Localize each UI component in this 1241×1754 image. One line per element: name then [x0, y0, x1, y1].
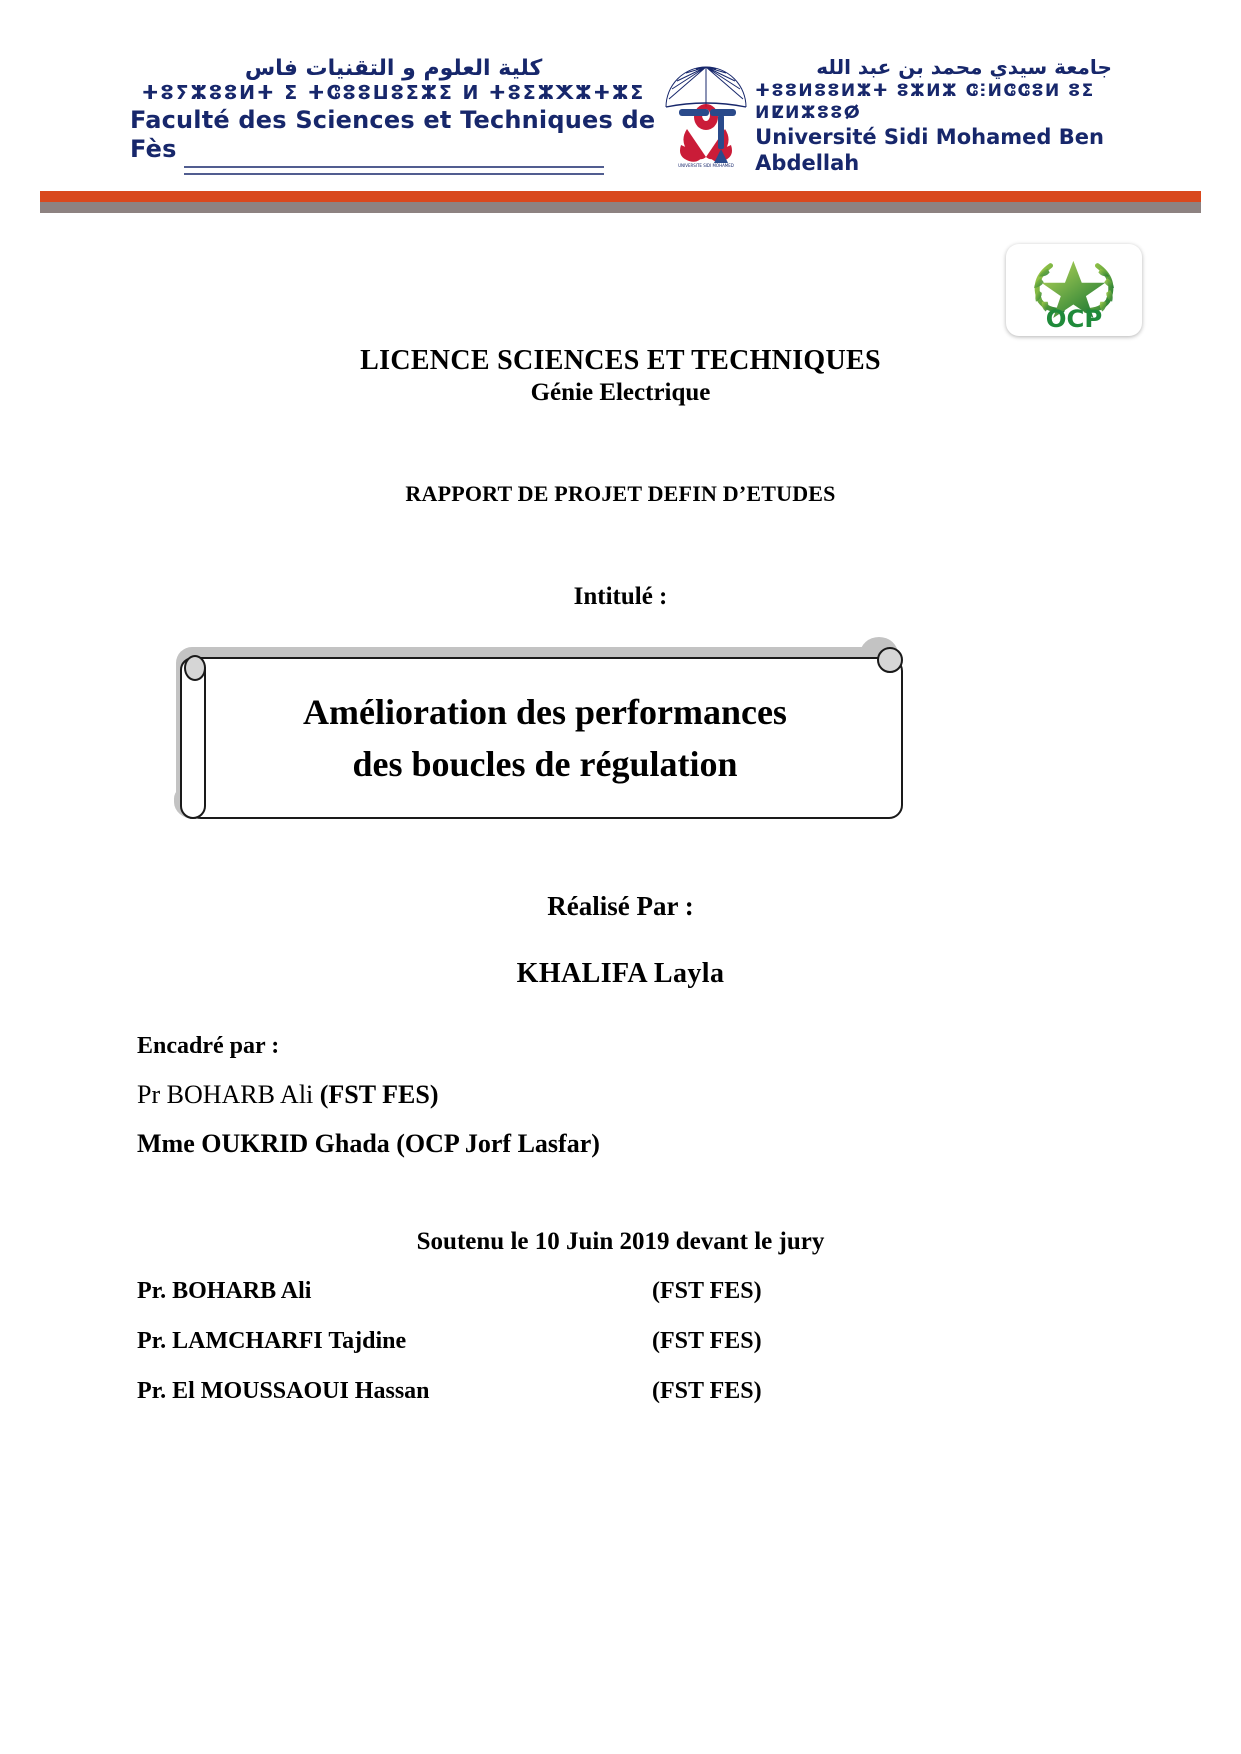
title-label: Intitulé : — [573, 583, 668, 610]
ocp-logo — [1006, 244, 1142, 336]
faculty-identity — [130, 55, 657, 176]
faculty-name-arabic: كلية العلوم و التقنيات فاس — [244, 55, 543, 81]
university-name-tifinagh: ⵜⵓⵓⵍⵓⵓⵍⵣⵜ ⵓⵣⵍⵣ ⵛⵗⵍⵛⵛⵓⵍ ⵓⵉ ⵍⵇⵍⵣⵓⵓⵁ — [755, 80, 1095, 123]
header-rule-grey — [40, 202, 1201, 213]
faculty-underline-rule — [184, 166, 604, 175]
jury-list — [137, 1279, 802, 1429]
faculty-name-french: Faculté des Sciences et Techniques de Fès — [130, 105, 656, 163]
jury-member-affiliation: (FST FES) — [652, 1378, 762, 1404]
jury-member-name: Pr. BOHARB Ali — [137, 1278, 312, 1304]
author-label: Réalisé Par : — [547, 891, 694, 921]
university-name-french: Université Sidi Mohamed Ben Abdellah — [755, 124, 1104, 176]
jury-member-name: Pr. LAMCHARFI Tajdine — [137, 1328, 407, 1354]
author-name: KHALIFA Layla — [516, 958, 725, 989]
jury-row — [137, 1329, 802, 1353]
project-title-line-1: Amélioration des performances — [303, 691, 787, 732]
degree-title: LICENCE SCIENCES ET TECHNIQUES — [360, 345, 881, 376]
supervisor-1 — [137, 1080, 438, 1110]
supervisor-1-name: Pr BOHARB Ali — [137, 1080, 320, 1109]
jury-member-affiliation: (FST FES) — [652, 1278, 762, 1304]
project-title-text — [214, 663, 876, 813]
scroll-curl-top-right-knob-icon — [877, 647, 903, 673]
report-type: RAPPORT DE PROJET DEFIN D’ETUDES — [405, 481, 836, 506]
header-inner — [40, 55, 1201, 175]
supervisor-1-affiliation: (FST FES) — [319, 1080, 439, 1109]
project-title-line-2: des boucles de régulation — [352, 744, 738, 784]
svg-text:OCP: OCP — [1045, 304, 1103, 330]
university-name-arabic: جامعة سيدي محمد بن عبد الله — [816, 54, 1112, 79]
speciality-title: Génie Electrique — [530, 379, 711, 406]
university-seal-icon — [657, 59, 755, 171]
supervision-label: Encadré par : — [137, 1033, 280, 1059]
header-rule-orange — [40, 191, 1201, 202]
scroll-curl-left-knob-icon — [184, 655, 206, 681]
project-title-scroll — [170, 633, 915, 833]
jury-row — [137, 1379, 802, 1403]
jury-member-name: Pr. El MOUSSAOUI Hassan — [137, 1378, 430, 1404]
page-header — [0, 0, 1241, 190]
supervisor-2: Mme OUKRID Ghada (OCP Jorf Lasfar) — [137, 1129, 600, 1158]
jury-row — [137, 1279, 802, 1303]
university-identity — [755, 54, 1173, 177]
defense-statement: Soutenu le 10 Juin 2019 devant le jury — [416, 1228, 825, 1255]
scroll-curl-left-edge — [180, 657, 206, 819]
faculty-name-tifinagh: ⵜⵓⵢⵣⵓⵓⵍⵜ ⵉ ⵜⵛⵓⵓⵡⵓⵉⵣⵉ ⵍ ⵜⵓⵉⵣⵅⵣⵜⵣⵉ — [141, 82, 646, 105]
jury-member-affiliation: (FST FES) — [652, 1328, 762, 1354]
svg-text:UNIVERSITE SIDI MOHAMED: UNIVERSITE SIDI MOHAMED — [678, 163, 735, 168]
